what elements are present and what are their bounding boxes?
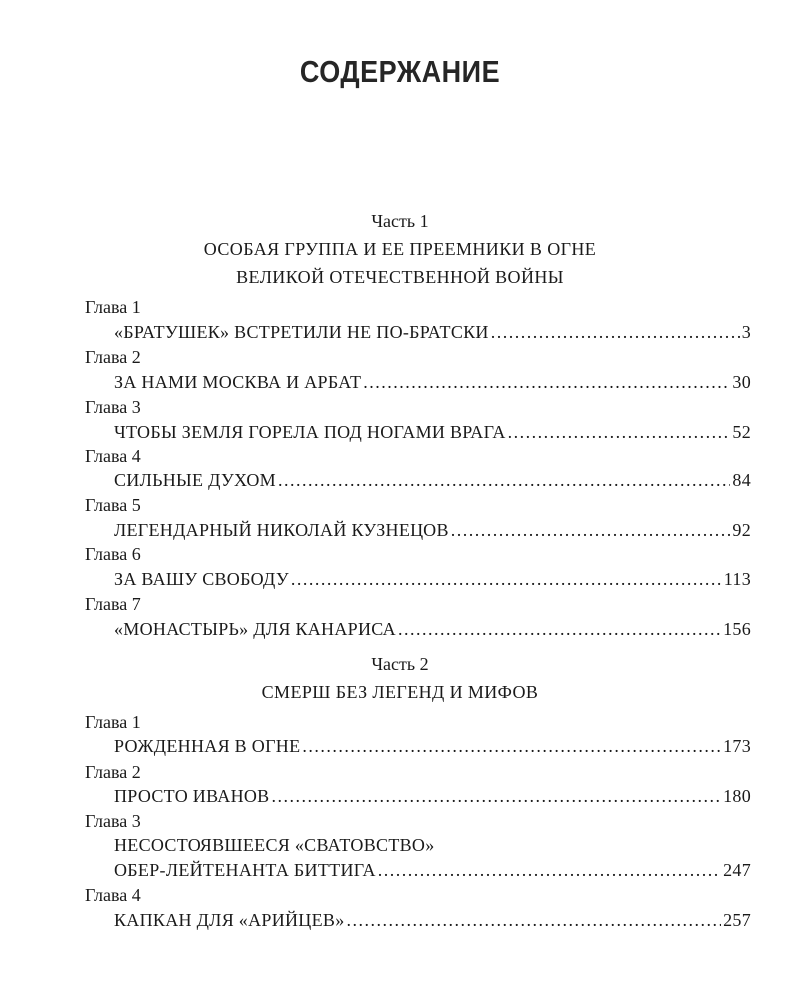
toc-entry[interactable] xyxy=(114,419,751,445)
chapter-label: Глава 2 xyxy=(85,762,141,782)
dot-leader xyxy=(347,907,722,933)
chapter-title-first-line[interactable]: НЕСОСТОЯВШЕЕСЯ «СВАТОВСТВО» xyxy=(114,835,435,855)
chapter-title: ЛЕГЕНДАРНЫЙ НИКОЛАЙ КУЗНЕЦОВ xyxy=(114,520,449,540)
dot-leader xyxy=(302,733,721,759)
chapter-title: КАПКАН ДЛЯ «АРИЙЦЕВ» xyxy=(114,910,345,930)
chapter-title: СИЛЬНЫЕ ДУХОМ xyxy=(114,470,276,490)
chapter-label: Глава 4 xyxy=(85,885,141,905)
part-1-header xyxy=(0,207,800,291)
part-title-line: ВЕЛИКОЙ ОТЕЧЕСТВЕННОЙ ВОЙНЫ xyxy=(236,267,564,287)
page-number: 84 xyxy=(732,470,751,490)
page-number: 156 xyxy=(723,619,751,639)
toc-entry[interactable] xyxy=(114,517,751,543)
toc-entry[interactable] xyxy=(114,319,751,345)
page-number: 247 xyxy=(723,860,751,880)
toc-entry[interactable] xyxy=(114,783,751,809)
toc-entry[interactable] xyxy=(114,907,751,933)
page-title: СОДЕРЖАНИЕ xyxy=(299,55,501,89)
toc-entry[interactable] xyxy=(114,566,751,592)
part-title-line: ОСОБАЯ ГРУППА И ЕЕ ПРЕЕМНИКИ В ОГНЕ xyxy=(203,239,597,259)
part-title-line: СМЕРШ БЕЗ ЛЕГЕНД И МИФОВ xyxy=(261,682,539,702)
page-number: 113 xyxy=(723,569,751,589)
dot-leader xyxy=(491,319,740,345)
toc-entry[interactable] xyxy=(114,733,751,759)
chapter-title: ЗА ВАШУ СВОБОДУ xyxy=(114,569,289,589)
chapter-label: Глава 7 xyxy=(85,594,141,614)
chapter-title: ОБЕР-ЛЕЙТЕНАНТА БИТТИГА xyxy=(114,860,376,880)
chapter-title: ПРОСТО ИВАНОВ xyxy=(114,786,270,806)
toc-entry[interactable] xyxy=(114,467,751,493)
dot-leader xyxy=(278,467,730,493)
page-number: 173 xyxy=(723,736,751,756)
page-number: 257 xyxy=(723,910,751,930)
toc-entry[interactable] xyxy=(114,369,751,395)
dot-leader xyxy=(508,419,731,445)
dot-leader xyxy=(363,369,730,395)
dot-leader xyxy=(291,566,722,592)
chapter-label: Глава 6 xyxy=(85,544,141,564)
chapter-label: Глава 5 xyxy=(85,495,141,515)
page-number: 180 xyxy=(723,786,751,806)
part-label: Часть 2 xyxy=(371,654,429,674)
chapter-label: Глава 4 xyxy=(85,446,141,466)
toc-entry[interactable] xyxy=(114,616,751,642)
chapter-title: «БРАТУШЕК» ВСТРЕТИЛИ НЕ ПО-БРАТСКИ xyxy=(114,322,489,342)
chapter-label: Глава 1 xyxy=(85,712,141,732)
page-number: 3 xyxy=(741,322,751,342)
page-number: 52 xyxy=(732,422,751,442)
dot-leader xyxy=(451,517,731,543)
part-label: Часть 1 xyxy=(371,211,429,231)
dot-leader xyxy=(272,783,722,809)
chapter-title: «МОНАСТЫРЬ» ДЛЯ КАНАРИСА xyxy=(114,619,396,639)
chapter-title: ЧТОБЫ ЗЕМЛЯ ГОРЕЛА ПОД НОГАМИ ВРАГА xyxy=(114,422,506,442)
chapter-label: Глава 1 xyxy=(85,297,141,317)
dot-leader xyxy=(398,616,721,642)
dot-leader xyxy=(378,857,721,883)
part-2-header xyxy=(0,650,800,706)
page-number: 30 xyxy=(732,372,751,392)
chapter-label: Глава 3 xyxy=(85,397,141,417)
chapter-title: ЗА НАМИ МОСКВА И АРБАТ xyxy=(114,372,362,392)
chapter-label: Глава 2 xyxy=(85,347,141,367)
page-number: 92 xyxy=(732,520,751,540)
chapter-label: Глава 3 xyxy=(85,811,141,831)
chapter-title: РОЖДЕННАЯ В ОГНЕ xyxy=(114,736,301,756)
toc-entry[interactable] xyxy=(114,857,751,883)
